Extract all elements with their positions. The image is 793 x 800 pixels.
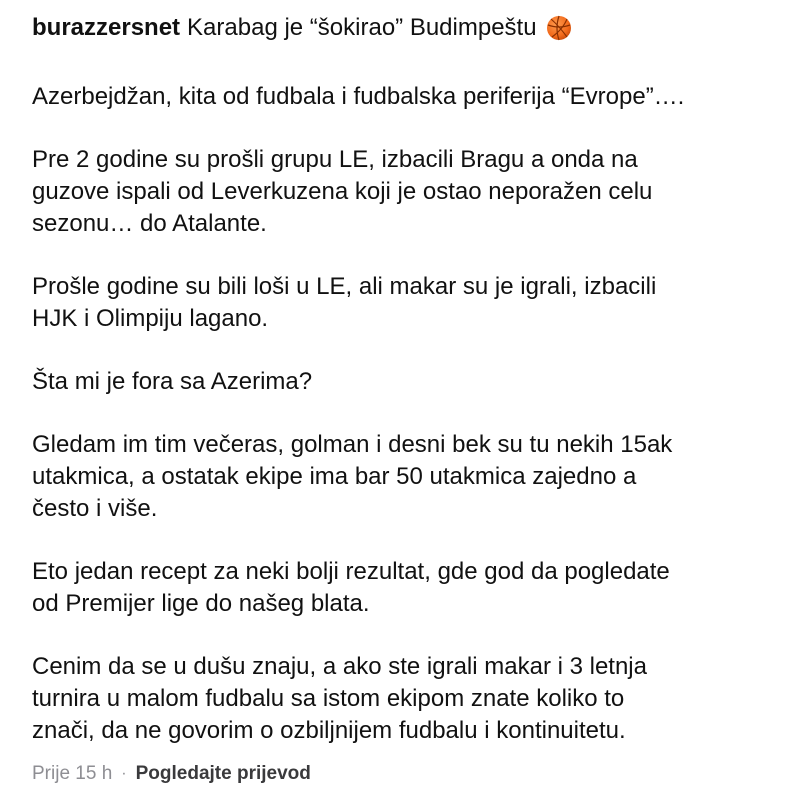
post-footer [32,760,311,788]
username-link[interactable]: burazzersnet [32,14,181,41]
separator-dot: · [121,765,127,782]
post-paragraph: Gledam im tim večeras, golman i desni bek su tu nekih 15ak utakmica, a ostatak ekipe ima bar 50 utakmica zajedno a često i više. [32,431,673,522]
post-paragraph: Prošle godine su bili loši u LE, ali makar su je igrali, izbacili HJK i Olimpiju lagano. [32,273,657,332]
post-paragraph: Cenim da se u dušu znaju, a ako ste igrali makar i 3 letnja turnira u malom fudbalu sa istom ekipom znate koliko to znači, da ne govorim o ozbiljnijem fudbalu i kontinuitetu. [32,653,647,744]
post-timestamp: Prije 15 h [32,763,113,784]
post-paragraph: Pre 2 godine su prošli grupu LE, izbacili Bragu a onda na guzove ispali od Leverkuzena koji je ostao neporažen celu sezonu… do Atalante. [32,146,653,237]
basketball-icon [545,14,573,42]
post-title: Karabag je “šokirao” Budimpeštu [187,14,537,41]
post-paragraph: Azerbejdžan, kita od fudbala i fudbalska periferija “Evrope”…. [32,83,685,110]
see-translation-button[interactable]: Pogledajte prijevod [135,763,311,784]
post-header [32,8,761,48]
post-paragraph: Šta mi je fora sa Azerima? [32,368,313,395]
basketball-icon-graphic [545,14,573,42]
post-paragraph: Eto jedan recept za neki bolji rezultat, gde god da pogledate od Premijer lige do našeg blata. [32,558,670,617]
